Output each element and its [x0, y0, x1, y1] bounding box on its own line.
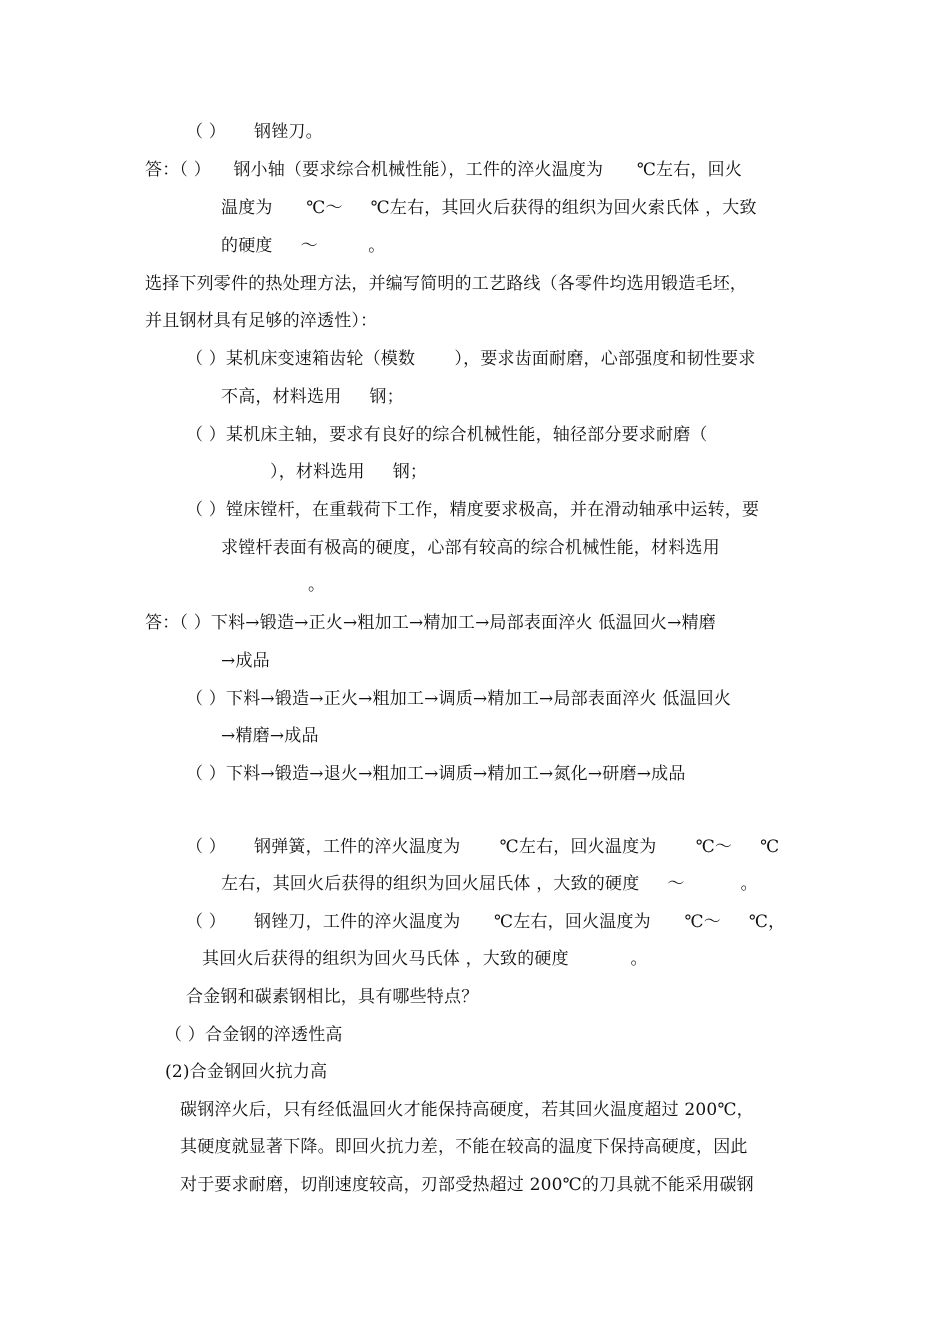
line-item-gear-material: 不高，材料选用 钢；: [221, 387, 404, 407]
line-item-gear: （ ）某机床变速箱齿轮（模数 ），要求齿面耐磨，心部强度和韧性要求: [186, 349, 756, 369]
line-item-boring-bar-end: 。: [308, 575, 326, 595]
line-item-boring-bar-cont: 求镗杆表面有极高的硬度，心部有较高的综合机械性能，材料选用: [221, 538, 720, 558]
line-file-steel-cont: 其回火后获得的组织为回火马氏体 ，大致的硬度 。: [202, 949, 648, 969]
line-answer-route-2-cont: →精磨→成品: [221, 726, 319, 746]
line-alloy-temper-resistance: (2)合金钢回火抗力高: [165, 1062, 328, 1082]
line-paragraph-3: 对于要求耐磨，切削速度较高，刃部受热超过 200℃的刀具就不能采用碳钢: [180, 1175, 754, 1195]
line-question-heat-treatment: 选择下列零件的热处理方法，并编写简明的工艺路线（各零件均选用锻造毛坯，: [145, 274, 747, 294]
line-question-alloy-vs-carbon: 合金钢和碳素钢相比，具有哪些特点？: [186, 987, 479, 1007]
line-hardness: 的硬度 ～ 。: [221, 236, 386, 256]
line-item-spindle: （ ）某机床主轴，要求有良好的综合机械性能，轴径部分要求耐磨（: [186, 425, 708, 445]
line-answer-route-1: 答：（ ）下料→锻造→正火→粗加工→精加工→局部表面淬火 低温回火→精磨: [145, 613, 716, 633]
line-answer-route-1-cont: →成品: [221, 651, 270, 671]
line-spring-steel: （ ） 钢弹簧，工件的淬火温度为 ℃左右，回火温度为 ℃～ ℃: [186, 837, 780, 857]
line-answer-route-3: （ ）下料→锻造→退火→粗加工→调质→精加工→氮化→研磨→成品: [186, 764, 686, 784]
line-paragraph-1: 碳钢淬火后，只有经低温回火才能保持高硬度，若其回火温度超过 200℃，: [180, 1100, 754, 1120]
line-answer-small-shaft: 答：（ ） 钢小轴（要求综合机械性能），工件的淬火温度为 ℃左右，回火: [145, 160, 743, 180]
line-file-steel-item: （ ） 钢锉刀。: [186, 122, 323, 142]
line-paragraph-2: 其硬度就显著下降。即回火抗力差，不能在较高的温度下保持高硬度，因此: [180, 1137, 748, 1157]
line-alloy-hardenability: （ ）合金钢的淬透性高: [165, 1025, 343, 1045]
line-spring-steel-cont: 左右，其回火后获得的组织为回火屈氏体 ，大致的硬度 ～ 。: [221, 874, 758, 894]
line-temper-temperature: 温度为 ℃～ ℃左右，其回火后获得的组织为回火索氏体 ，大致: [221, 198, 757, 218]
line-answer-route-2: （ ）下料→锻造→正火→粗加工→调质→精加工→局部表面淬火 低温回火: [186, 689, 732, 709]
line-file-steel: （ ） 钢锉刀，工件的淬火温度为 ℃左右，回火温度为 ℃～ ℃，: [186, 912, 786, 932]
line-item-spindle-material: ），材料选用 钢；: [270, 462, 428, 482]
line-question-continued: 并且钢材具有足够的淬透性）：: [145, 311, 378, 331]
line-item-boring-bar: （ ）镗床镗杆，在重载荷下工作，精度要求极高，并在滑动轴承中运转，要: [186, 500, 760, 520]
